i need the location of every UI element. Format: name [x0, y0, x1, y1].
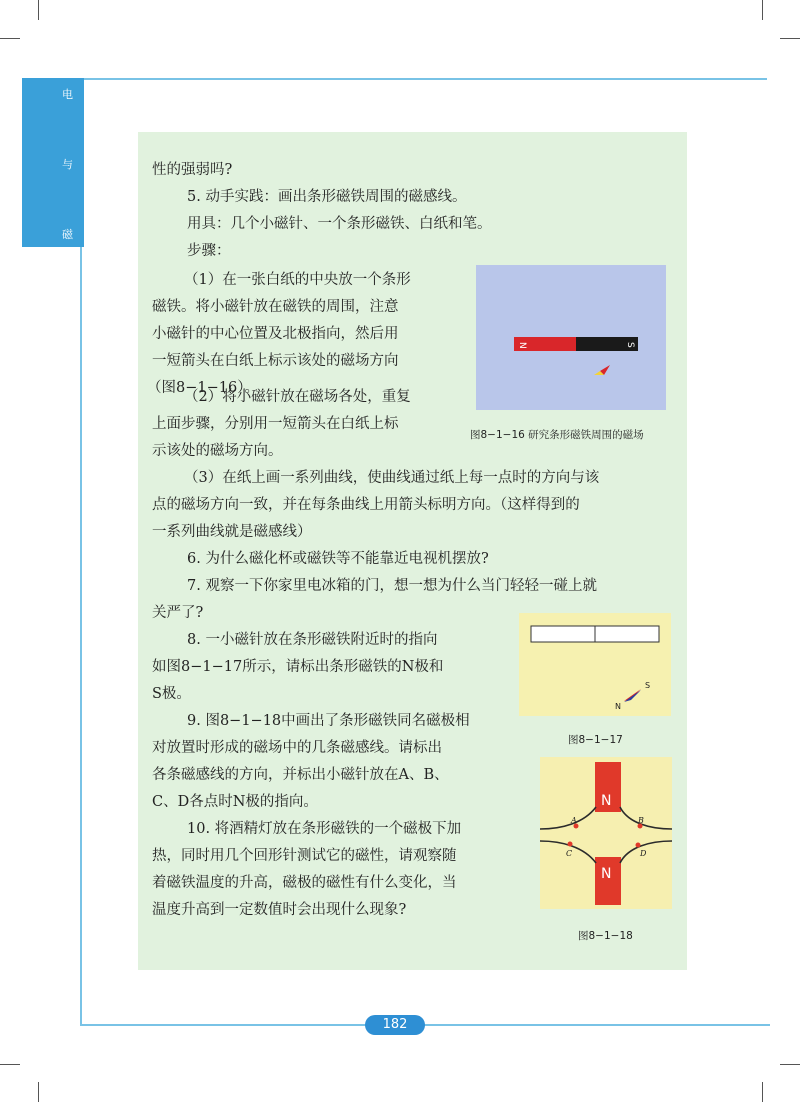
point-a-label: A [571, 816, 577, 825]
text-line: （1）在一张白纸的中央放一个条形 [184, 272, 411, 288]
text-line: 性的强弱吗? [152, 162, 233, 178]
text-line: 7. 观察一下你家里电冰箱的门，想一想为什么当门轻轻一碰上就 [187, 578, 597, 594]
text-line: 8. 一小磁针放在条形磁铁附近时的指向 [187, 632, 438, 648]
point-c-marker [568, 842, 573, 847]
text-line: 用具：几个小磁针、一个条形磁铁、白纸和笔。 [187, 216, 492, 232]
crop-mark [0, 1064, 20, 1065]
crop-mark [38, 0, 39, 20]
side-tab-char: 电 [62, 88, 73, 101]
text-line: 一短箭头在白纸上标示该处的磁场方向 [152, 353, 399, 369]
text-line: 一系列曲线就是磁感线） [152, 524, 312, 540]
text-line: 点的磁场方向一致，并在每条曲线上用箭头标明方向。（这样得到的 [152, 497, 580, 513]
point-b-label: B [638, 816, 644, 825]
text-line: 6. 为什么磁化杯或磁铁等不能靠近电视机摆放? [187, 551, 489, 567]
page-number: 182 [365, 1015, 425, 1035]
text-line: （2）将小磁针放在磁场各处，重复 [184, 389, 411, 405]
crop-mark [38, 1082, 39, 1102]
needle-n-label: N [615, 702, 621, 711]
text-line: 小磁针的中心位置及北极指向，然后用 [152, 326, 399, 342]
text-line: 着磁铁温度的升高，磁极的磁性有什么变化，当 [152, 875, 457, 891]
text-line: 关严了? [152, 605, 204, 621]
chapter-side-tab [22, 78, 84, 247]
side-tab-char: 与 [62, 158, 73, 171]
crop-mark [762, 0, 763, 20]
text-line: 热，同时用几个回形针测试它的磁性，请观察随 [152, 848, 457, 864]
figure-8-1-17 [519, 613, 671, 716]
text-line: 对放置时形成的磁场中的几条磁感线。请标出 [152, 740, 442, 756]
text-line: 9. 图8−1−18中画出了条形磁铁同名磁极相 [187, 713, 470, 729]
text-line: 磁铁。将小磁针放在磁铁的周围，注意 [152, 299, 399, 315]
point-d-marker [636, 843, 641, 848]
text-line: （3）在纸上画一系列曲线，使曲线通过纸上每一点时的方向与该 [184, 470, 600, 486]
header-rule [70, 78, 767, 80]
text-line: 温度升高到一定数值时会出现什么现象? [152, 902, 407, 918]
text-line: 如图8−1−17所示，请标出条形磁铁的N极和 [152, 659, 444, 675]
crop-mark [762, 1082, 763, 1102]
footer-rule [80, 1024, 770, 1026]
needle-s-label: S [645, 681, 651, 690]
text-line: S极。 [152, 686, 191, 702]
bottom-pole-label: N [601, 866, 612, 882]
magnet-s-label: S [625, 342, 635, 348]
magnet-n-label: N [517, 342, 527, 349]
text-line: （图8−1−16）。 [147, 380, 259, 396]
text-line: 10. 将酒精灯放在条形磁铁的一个磁极下加 [187, 821, 462, 837]
margin-rule [80, 247, 82, 1025]
figure-8-1-17-caption: 图8−1−17 [568, 734, 623, 746]
text-line: 各条磁感线的方向，并标出小磁针放在A、B、 [152, 767, 449, 783]
crop-mark [780, 1064, 800, 1065]
figure-8-1-18-caption: 图8−1−18 [578, 930, 633, 942]
figure-8-1-16-caption: 图8−1−16 研究条形磁铁周围的磁场 [470, 429, 644, 441]
crop-mark [780, 38, 800, 39]
figure-8-1-16 [476, 265, 666, 410]
point-c-label: C [566, 849, 573, 858]
text-line: 示该处的磁场方向。 [152, 443, 283, 459]
text-line: 5. 动手实践：画出条形磁铁周围的磁感线。 [187, 189, 467, 205]
figure-8-1-18 [540, 757, 672, 909]
crop-mark [0, 38, 20, 39]
top-pole-label: N [601, 793, 612, 809]
point-d-label: D [640, 849, 647, 858]
text-line: 步骤： [187, 243, 231, 259]
text-line: C、D各点时N极的指向。 [152, 794, 318, 810]
side-tab-char: 磁 [62, 228, 73, 241]
text-line: 上面步骤，分别用一短箭头在白纸上标 [152, 416, 399, 432]
